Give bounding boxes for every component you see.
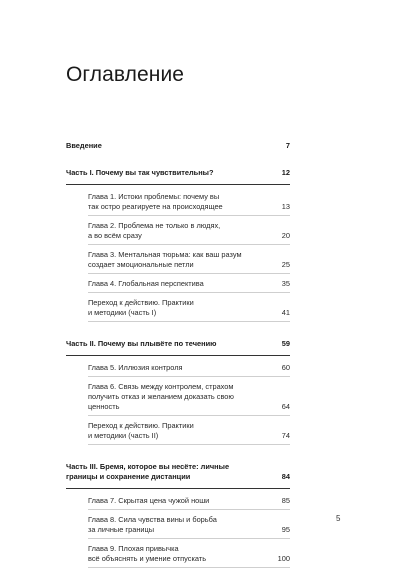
toc-entry-intro xyxy=(66,141,290,151)
toc-entry-line: Глава 3. Ментальная тюрьма: как ваш разум xyxy=(88,250,242,259)
toc-entry-line: а во всём сразу xyxy=(88,231,142,240)
toc-entry-line: Глава 7. Скрытая цена чужой ноши xyxy=(88,496,210,505)
toc-page-number: 100 xyxy=(277,554,290,563)
toc-entry-title xyxy=(88,298,290,318)
toc-entry-line: Глава 2. Проблема не только в людях, xyxy=(88,221,221,230)
toc-entry-line: Переход к действию. Практики xyxy=(88,298,194,307)
toc-page-number: 7 xyxy=(285,141,290,150)
toc-entry-line: так остро реагируете на происходящее xyxy=(88,202,223,211)
toc-page-number: 25 xyxy=(281,260,290,269)
toc-entry-line: всё объяснять и умение отпускать xyxy=(88,554,207,563)
toc-entry-title xyxy=(88,363,290,373)
toc-entry-part-3 xyxy=(66,462,290,489)
toc-entry-line: Глава 4. Глобальная перспектива xyxy=(88,279,204,288)
toc-entry-line: за личные границы xyxy=(88,525,155,534)
toc-entry-title xyxy=(88,421,290,441)
toc-entry-part-1 xyxy=(66,168,290,185)
toc-page-number: 85 xyxy=(281,496,290,505)
toc-page-number: 35 xyxy=(281,279,290,288)
toc-entry-title xyxy=(88,496,290,506)
toc-entry-ch-2 xyxy=(88,221,290,245)
toc-page-number: 95 xyxy=(281,525,290,534)
toc-entry-title xyxy=(88,221,290,241)
toc-page-number: 74 xyxy=(281,431,290,440)
toc-entry-title xyxy=(88,250,290,270)
toc-entry-title xyxy=(66,141,290,151)
toc-entry-title xyxy=(88,544,290,564)
toc-entry-ch-1 xyxy=(88,192,290,216)
toc-entry-line: Переход к действию. Практики xyxy=(88,421,194,430)
toc-entry-line: получить отказ и желанием доказать свою xyxy=(88,392,234,401)
toc-page-number: 20 xyxy=(281,231,290,240)
toc-entry-title xyxy=(66,339,290,349)
toc-page-number: 59 xyxy=(281,339,290,348)
toc-entry-ch-4 xyxy=(88,279,290,293)
toc-entry-line: границы и сохранение дистанции xyxy=(66,472,191,481)
toc-page-number: 12 xyxy=(281,168,290,177)
toc-entry-ch-7 xyxy=(88,496,290,510)
toc-entry-line: Глава 6. Связь между контролем, страхом xyxy=(88,382,234,391)
toc-entry-line: Глава 9. Плохая привычка xyxy=(88,544,179,553)
toc-entry-title xyxy=(88,515,290,535)
toc-entry-title xyxy=(88,192,290,212)
toc-entry-title xyxy=(66,462,290,482)
toc-page-number: 84 xyxy=(281,472,290,481)
toc-entry-line: и методики (часть II) xyxy=(88,431,159,440)
toc-entry-ch-9 xyxy=(88,544,290,568)
page-title: Оглавление xyxy=(66,63,185,86)
toc-entry-practice-1 xyxy=(88,298,290,322)
toc-entry-ch-8 xyxy=(88,515,290,539)
toc-entry-line: Часть II. Почему вы плывёте по течению xyxy=(66,339,217,348)
toc-entry-part-2 xyxy=(66,339,290,356)
table-of-contents xyxy=(66,141,290,568)
toc-entry-title xyxy=(88,279,290,289)
toc-entry-line: Глава 5. Иллюзия контроля xyxy=(88,363,183,372)
toc-page-number: 60 xyxy=(281,363,290,372)
toc-entry-line: Введение xyxy=(66,141,102,150)
toc-page-number: 64 xyxy=(281,402,290,411)
toc-entry-line: и методики (часть I) xyxy=(88,308,157,317)
toc-entry-line: Глава 1. Истоки проблемы: почему вы xyxy=(88,192,220,201)
toc-page-number: 41 xyxy=(281,308,290,317)
toc-entry-title xyxy=(88,382,290,412)
toc-entry-line: Часть I. Почему вы так чувствительны? xyxy=(66,168,214,177)
toc-entry-ch-6 xyxy=(88,382,290,416)
toc-entry-ch-3 xyxy=(88,250,290,274)
toc-entry-line: Часть III. Бремя, которое вы несёте: личные xyxy=(66,462,230,471)
toc-page-number: 13 xyxy=(281,202,290,211)
toc-entry-line: Глава 8. Сила чувства вины и борьба xyxy=(88,515,217,524)
toc-entry-line: ценность xyxy=(88,402,120,411)
page-number: 5 xyxy=(336,514,341,523)
toc-entry-title xyxy=(66,168,290,178)
toc-entry-ch-5 xyxy=(88,363,290,377)
toc-entry-line: создает эмоциональные петли xyxy=(88,260,194,269)
toc-entry-practice-2 xyxy=(88,421,290,445)
